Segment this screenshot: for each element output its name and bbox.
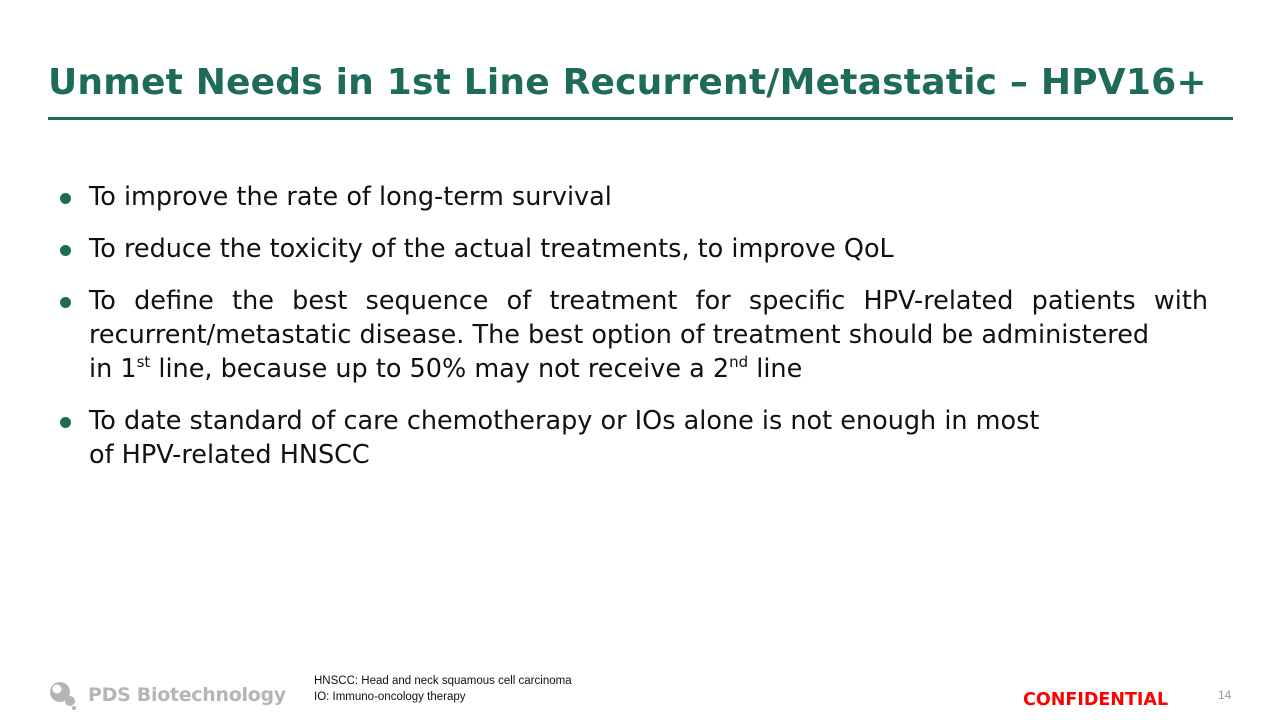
footnotes (314, 673, 572, 705)
bullet-item (58, 232, 1208, 266)
bullet-list (58, 180, 1208, 490)
bullet-text-line: of HPV-related HNSCC (89, 440, 370, 470)
title-divider (48, 117, 1233, 120)
bullet-text-part: line, because up to 50% may not receive a 2 (150, 354, 730, 384)
slide-title: Unmet Needs in 1st Line Recurrent/Metastatic – HPV16+ (48, 62, 1207, 103)
company-logo (48, 680, 286, 710)
bullet-text: To define the best sequence of treatment for specific HPV-related patients with recurrent/metastatic disease. The best option of treatment should be administered (89, 286, 1208, 350)
bullet-dot-icon (60, 193, 71, 204)
page-number: 14 (1218, 688, 1232, 702)
footnote: IO: Immuno-oncology therapy (314, 691, 466, 703)
bullet-dot-icon (60, 297, 71, 308)
bullet-text: To date standard of care chemotherapy or IOs alone is not enough in most (89, 406, 1040, 436)
bullet-text: To improve the rate of long-term survival (89, 182, 612, 212)
bullet-text-part: line (748, 354, 803, 384)
pds-logo-icon (48, 680, 78, 710)
footnote: HNSCC: Head and neck squamous cell carcinoma (314, 675, 572, 687)
bullet-item (58, 404, 1208, 472)
bullet-text-line (89, 352, 1208, 386)
bullet-dot-icon (60, 417, 71, 428)
bullet-dot-icon (60, 245, 71, 256)
bullet-text-part: in 1 (89, 354, 137, 384)
bullet-item (58, 284, 1208, 386)
bullet-item (58, 180, 1208, 214)
ordinal-suffix: nd (729, 353, 749, 371)
logo-text: PDS Biotechnology (88, 684, 286, 706)
bullet-text: To reduce the toxicity of the actual treatments, to improve QoL (89, 234, 894, 264)
ordinal-suffix: st (136, 353, 151, 371)
confidential-label: CONFIDENTIAL (1023, 690, 1169, 710)
